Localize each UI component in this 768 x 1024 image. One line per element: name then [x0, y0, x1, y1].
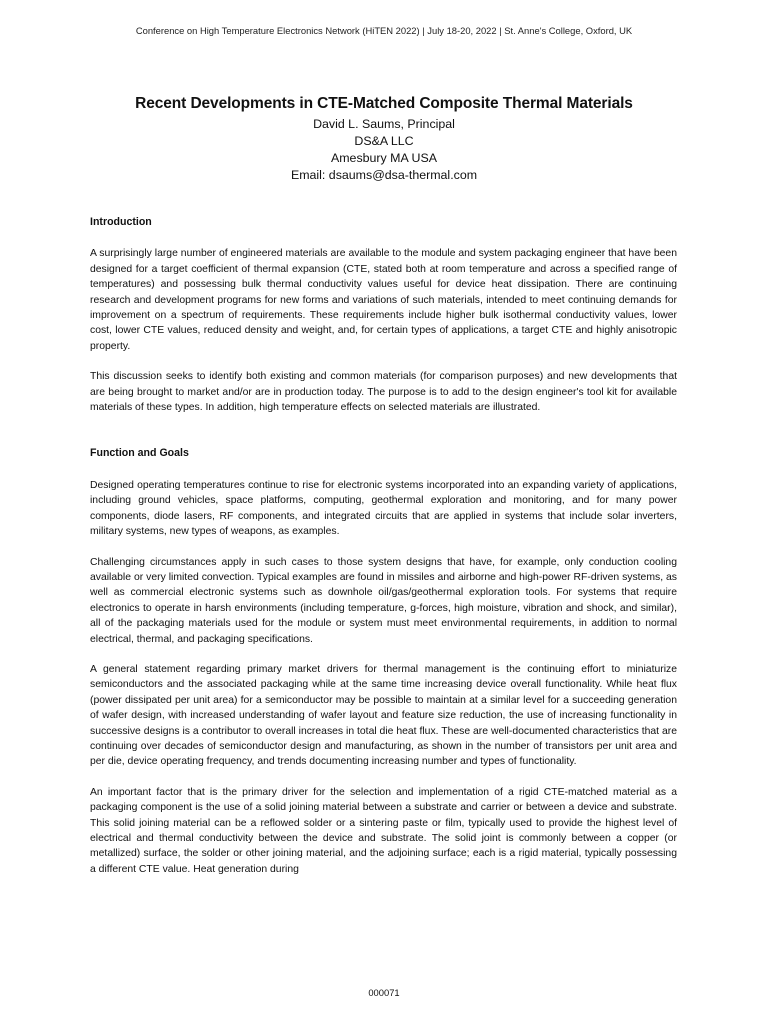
author-location: Amesbury MA USA [330, 151, 438, 165]
paragraph: Designed operating temperatures continue to rise for electronic systems incorporated into an expanding variety of applications, including ground vehicles, space platforms, computing, geothermal exploration and monitoring, and for many power components, diode lasers, RF components, and integrated circuits that are applied in systems that include solar inverters, military systems, new types of weapons, as examples. [90, 479, 677, 538]
author-email: Email: dsaums@dsa-thermal.com [290, 168, 478, 182]
paragraph: Challenging circumstances apply in such cases to those system designs that have, for example, only conduction cooling available or very limited convection. Typical examples are found in missiles and airborne and high-power RF-driven systems, as well as commercial electronic systems such as downhole oil/gas/geothermal exploration tools. For systems that require electronics to operate in harsh environments (including temperature, g-forces, high moisture, vibration and shock, and similar), all of the packaging materials used for the module or system must meet environmental requirements, in addition to normal electrical, thermal, and packaging specifications. [90, 556, 677, 645]
paragraph: This discussion seeks to identify both existing and common materials (for comparison purposes) and new developments that are being brought to market and/or are in production today. The purpose is to add to the design engineer's tool kit for available materials of these types. In addition, high temperature effects on selected materials are illustrated. [90, 371, 677, 414]
author-name: David L. Saums, Principal [313, 117, 455, 131]
section-heading-function-goals: Function and Goals [90, 447, 189, 460]
author-organization: DS&A LLC [354, 134, 414, 148]
section-gap [90, 430, 677, 446]
paragraph: An important factor that is the primary driver for the selection and implementation of a rigid CTE-matched material as a packaging component is the use of a solid joining material between a substrate and carrier or between a device and substrate. This solid joining material can be a reflowed solder or a sintering paste or film, typically used to provide the highest level of electrical and thermal conductivity between the device and substrate. The solid joint is commonly between a copper (or metallized) surface, the solder or other joining material, and the adjoining surface; each is a rigid material, typically possessing a different CTE value. Heat generation during [90, 786, 677, 875]
paragraph: A general statement regarding primary market drivers for thermal management is the continuing effort to miniaturize semiconductors and the associated packaging while at the same time increasing device overall functionality. While heat flux (power dissipated per unit area) for a semiconductor may be possible to maintain at a similar level for a succeeding generation of wafer design, with increased understanding of wafer layout and feature size reduction, the use of increasing functionality in successive designs is a contributor to overall increases in total die heat flux. These are well-documented characteristics that are continuing over decades of semiconductor design and manufacturing, as shown in the number of transistors per unit area and per die, device operating frequency, and trends documenting increasing number and types of functionality. [90, 663, 677, 768]
title-block [0, 95, 768, 184]
page-number: 000071 [368, 987, 400, 998]
running-header: Conference on High Temperature Electronics Network (HiTEN 2022) | July 18-20, 2022 | St. Anne's College, Oxford, UK [135, 25, 633, 36]
body-column [90, 215, 677, 892]
section-heading-introduction: Introduction [90, 216, 152, 228]
paragraph: A surprisingly large number of engineered materials are available to the module and system packaging engineer that have been designed for a target coefficient of thermal expansion (CTE, stated both at room temperature and across a specified range of temperatures) and possessing bulk thermal conductivity values useful for device heat dissipation. There are continuing research and development programs for new forms and variations of such materials, intended to meet continuing demands for improvement on a spectrum of requirements. These requirements include higher bulk isothermal conductivity values, lower cost, lower CTE values, reduced density and weight, and, for certain types of applications, a target CTE and highly anisotropic property. [90, 248, 677, 352]
paper-title: Recent Developments in CTE-Matched Composite Thermal Materials [135, 95, 633, 112]
